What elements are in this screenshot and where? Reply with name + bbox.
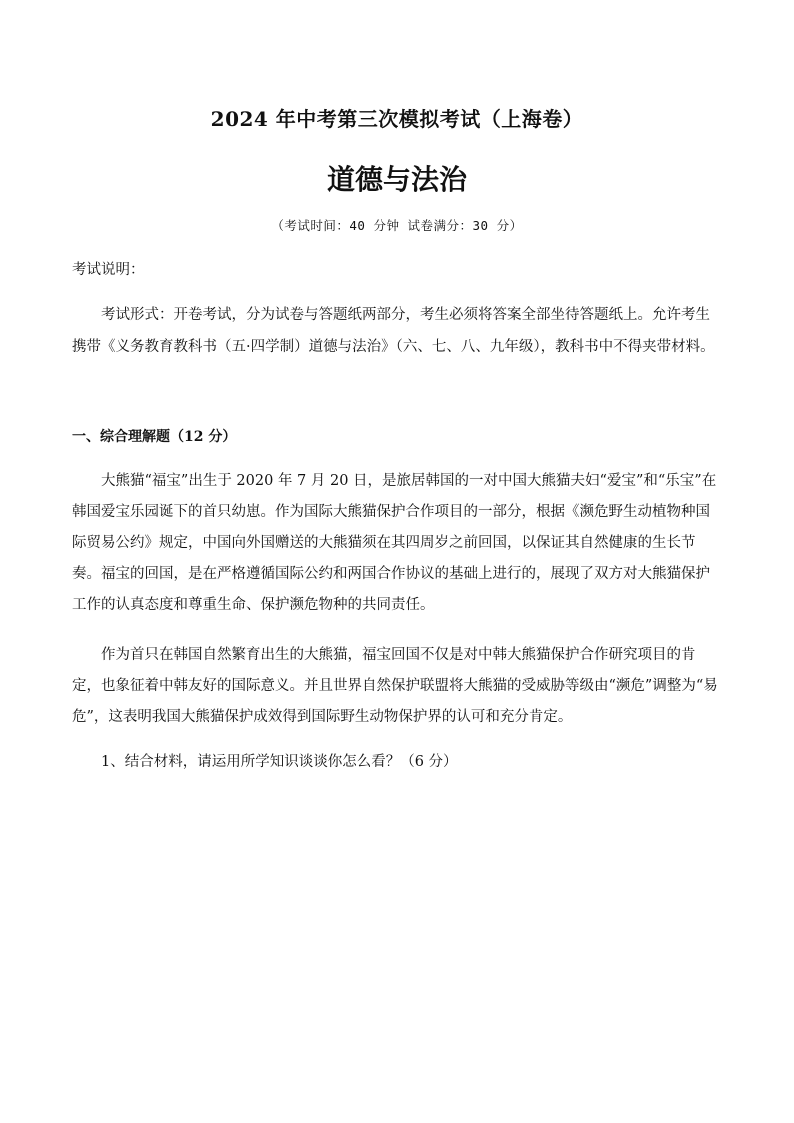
exam-title: 2024 年中考第三次模拟考试（上海卷）	[210, 107, 584, 131]
instructions-text: 考试形式：开卷考试，分为试卷与答题纸两部分，考生必须将答案全部坐待答题纸上。允许考生携带《义务教育教科书（五·四学制）道德与法治》（六、七、八、九年级），教科书中不得夹带材料。	[72, 307, 715, 355]
subject-title: 道德与法治	[326, 163, 467, 196]
question-1: 1、结合材料，请运用所学知识谈谈你怎么看？（6 分）	[101, 754, 458, 770]
material-paragraph-1: 大熊猫“福宝”出生于 2020 年 7 月 20 日，是旅居韩国的一对中国大熊猫夫妇“爱宝”和“乐宝”在韩国爱宝乐园诞下的首只幼崽。作为国际大熊猫保护合作项目的一部分，根据《濒危野生动植物种国际贸易公约》规定，中国向外国赠送的大熊猫须在其四周岁之前回国，以保证其自然健康的生长节奏。福宝的回国，是在严格遵循国际公约和两国合作协议的基础上进行的，展现了双方对大熊猫保护工作的认真态度和尊重生命、保护濒危物种的共同责任。	[72, 473, 717, 613]
exam-info: （考试时间：40 分钟 试卷满分：30 分）	[271, 218, 523, 233]
material-paragraph-2: 作为首只在韩国自然繁育出生的大熊猫，福宝回国不仅是对中韩大熊猫保护合作研究项目的肯定，也象征着中韩友好的国际意义。并且世界自然保护联盟将大熊猫的受威胁等级由“濒危”调整为“易危”，这表明我国大熊猫保护成效得到国际野生动物保护界的认可和充分肯定。	[72, 647, 718, 725]
section-title: 一、综合理解题（12 分）	[72, 429, 237, 445]
instructions-label: 考试说明：	[72, 262, 145, 278]
